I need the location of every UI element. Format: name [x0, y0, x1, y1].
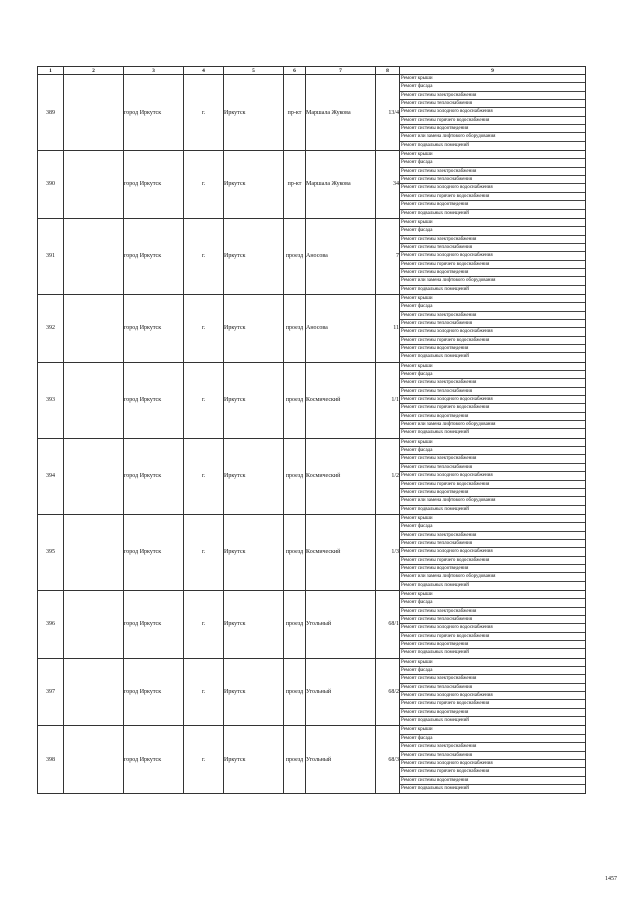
street-type: проезд [284, 658, 306, 726]
municipality: город Иркутск [124, 438, 184, 514]
work-item: Ремонт крыши [400, 363, 585, 371]
column-header-9: 9 [400, 67, 586, 75]
work-item: Ремонт системы теплоснабжения [400, 320, 585, 328]
works-list [400, 218, 586, 294]
municipality: город Иркутск [124, 218, 184, 294]
works-list [400, 294, 586, 362]
table-row [38, 362, 586, 438]
work-item: Ремонт системы горячего водоснабжения [400, 337, 585, 345]
row-number: 389 [38, 75, 64, 151]
work-item: Ремонт крыши [400, 515, 585, 523]
work-item: Ремонт или замена лифтового оборудования [400, 277, 585, 285]
settlement-name: Иркутск [224, 75, 284, 151]
street-name: Космический [306, 514, 376, 590]
settlement-type: г. [184, 590, 224, 658]
street-name: Угольный [306, 726, 376, 794]
empty-cell [64, 218, 124, 294]
settlement-name: Иркутск [224, 294, 284, 362]
street-type: пр-кт [284, 75, 306, 151]
municipality: город Иркутск [124, 294, 184, 362]
work-item: Ремонт системы холодного водоснабжения [400, 328, 585, 336]
empty-cell [64, 294, 124, 362]
row-number: 394 [38, 438, 64, 514]
settlement-name: Иркутск [224, 151, 284, 219]
work-item: Ремонт системы холодного водоснабжения [400, 760, 585, 768]
work-item: Ремонт системы горячего водоснабжения [400, 404, 585, 412]
work-item: Ремонт системы теплоснабжения [400, 100, 585, 108]
settlement-type: г. [184, 658, 224, 726]
street-name: Угольный [306, 658, 376, 726]
street-type: проезд [284, 362, 306, 438]
street-name: Угольный [306, 590, 376, 658]
work-item: Ремонт фасада [400, 735, 585, 743]
work-item: Ремонт системы холодного водоснабжения [400, 108, 585, 116]
works-list [400, 362, 586, 438]
settlement-type: г. [184, 438, 224, 514]
work-item: Ремонт подвальных помещений [401, 354, 469, 360]
settlement-name: Иркутск [224, 362, 284, 438]
work-item: Ремонт системы электроснабжения [400, 608, 585, 616]
work-item: Ремонт системы холодного водоснабжения [400, 396, 585, 404]
settlement-name: Иркутск [224, 218, 284, 294]
work-item: Ремонт системы холодного водоснабжения [400, 252, 585, 260]
table-body [38, 75, 586, 794]
work-item: Ремонт подвальных помещений [401, 210, 469, 216]
work-item: Ремонт системы теплоснабжения [400, 244, 585, 252]
work-item: Ремонт системы электроснабжения [400, 455, 585, 463]
work-item: Ремонт подвальных помещений [401, 785, 469, 791]
work-item: Ремонт подвальных помещений [401, 286, 469, 292]
settlement-type: г. [184, 151, 224, 219]
works-list [400, 514, 586, 590]
settlement-name: Иркутск [224, 590, 284, 658]
table-row [38, 294, 586, 362]
table-row [38, 151, 586, 219]
street-name: Аносова [306, 218, 376, 294]
work-item: Ремонт системы электроснабжения [400, 532, 585, 540]
work-item: Ремонт системы холодного водоснабжения [400, 548, 585, 556]
table-row [38, 438, 586, 514]
work-item: Ремонт системы электроснабжения [400, 675, 585, 683]
table-row [38, 514, 586, 590]
row-number: 393 [38, 362, 64, 438]
row-number: 397 [38, 658, 64, 726]
street-name: Космический [306, 362, 376, 438]
work-item: Ремонт фасада [400, 303, 585, 311]
work-item: Ремонт крыши [400, 659, 585, 667]
work-item: Ремонт системы электроснабжения [400, 312, 585, 320]
work-item: Ремонт системы электроснабжения [400, 168, 585, 176]
settlement-name: Иркутск [224, 514, 284, 590]
work-item: Ремонт крыши [400, 151, 585, 159]
row-number: 390 [38, 151, 64, 219]
works-list [400, 658, 586, 726]
work-item: Ремонт системы горячего водоснабжения [400, 768, 585, 776]
empty-cell [64, 151, 124, 219]
work-item: Ремонт подвальных помещений [401, 430, 469, 436]
municipality: город Иркутск [124, 514, 184, 590]
work-item: Ремонт системы водоотведения [400, 709, 585, 717]
work-item: Ремонт системы водоотведения [400, 345, 585, 353]
street-name: Маршала Жукова [306, 75, 376, 151]
work-item: Ремонт системы горячего водоснабжения [400, 261, 585, 269]
work-item: Ремонт фасада [400, 447, 585, 455]
work-item: Ремонт фасада [400, 523, 585, 531]
work-item: Ремонт системы водоотведения [400, 201, 585, 209]
work-item: Ремонт системы теплоснабжения [400, 540, 585, 548]
row-number: 391 [38, 218, 64, 294]
street-type: проезд [284, 218, 306, 294]
work-item: Ремонт крыши [400, 439, 585, 447]
settlement-type: г. [184, 362, 224, 438]
table-row [38, 218, 586, 294]
municipality: город Иркутск [124, 151, 184, 219]
house-number: 34 [376, 151, 400, 219]
house-number: 1/2 [376, 438, 400, 514]
page-number: 1457 [605, 876, 617, 882]
work-item: Ремонт системы водоотведения [400, 413, 585, 421]
works-list [400, 726, 586, 794]
work-item: Ремонт системы теплоснабжения [400, 176, 585, 184]
row-number: 395 [38, 514, 64, 590]
work-item: Ремонт системы водоотведения [400, 269, 585, 277]
work-item: Ремонт системы горячего водоснабжения [400, 481, 585, 489]
column-header-6: 6 [284, 67, 306, 75]
work-item: Ремонт подвальных помещений [401, 582, 469, 588]
work-item: Ремонт или замена лифтового оборудования [400, 133, 585, 141]
work-item: Ремонт подвальных помещений [401, 506, 469, 512]
settlement-name: Иркутск [224, 726, 284, 794]
table-row [38, 726, 586, 794]
work-item: Ремонт системы холодного водоснабжения [400, 692, 585, 700]
work-item: Ремонт системы электроснабжения [400, 92, 585, 100]
settlement-type: г. [184, 294, 224, 362]
settlement-type: г. [184, 75, 224, 151]
work-item: Ремонт системы теплоснабжения [400, 616, 585, 624]
empty-cell [64, 726, 124, 794]
work-item: Ремонт системы теплоснабжения [400, 464, 585, 472]
municipality: город Иркутск [124, 362, 184, 438]
street-type: проезд [284, 514, 306, 590]
work-item: Ремонт фасада [400, 599, 585, 607]
house-number: 13/4 [376, 75, 400, 151]
work-item: Ремонт системы холодного водоснабжения [400, 184, 585, 192]
row-number: 392 [38, 294, 64, 362]
work-item: Ремонт фасада [400, 83, 585, 91]
work-item: Ремонт подвальных помещений [401, 718, 469, 724]
empty-cell [64, 658, 124, 726]
work-item: Ремонт подвальных помещений [401, 142, 469, 148]
street-type: проезд [284, 294, 306, 362]
empty-cell [64, 75, 124, 151]
table-row [38, 75, 586, 151]
work-item: Ремонт системы холодного водоснабжения [400, 624, 585, 632]
work-item: Ремонт фасада [400, 371, 585, 379]
work-item: Ремонт системы водоотведения [400, 565, 585, 573]
street-type: проезд [284, 590, 306, 658]
settlement-type: г. [184, 726, 224, 794]
empty-cell [64, 438, 124, 514]
column-header-8: 8 [376, 67, 400, 75]
works-list [400, 75, 586, 151]
street-name: Космический [306, 438, 376, 514]
municipality: город Иркутск [124, 658, 184, 726]
settlement-type: г. [184, 218, 224, 294]
house-number: 7 [376, 218, 400, 294]
work-item: Ремонт системы водоотведения [400, 489, 585, 497]
column-header-5: 5 [224, 67, 284, 75]
work-item: Ремонт системы горячего водоснабжения [400, 117, 585, 125]
works-list [400, 438, 586, 514]
work-item: Ремонт системы водоотведения [400, 125, 585, 133]
house-number: 1/3 [376, 514, 400, 590]
municipality: город Иркутск [124, 75, 184, 151]
work-item: Ремонт системы теплоснабжения [400, 388, 585, 396]
work-item: Ремонт системы водоотведения [400, 641, 585, 649]
work-item: Ремонт системы горячего водоснабжения [400, 700, 585, 708]
work-item: Ремонт фасада [400, 159, 585, 167]
work-item: Ремонт крыши [400, 295, 585, 303]
repair-program-table [37, 66, 586, 794]
work-item: Ремонт системы холодного водоснабжения [400, 472, 585, 480]
work-item: Ремонт крыши [400, 219, 585, 227]
street-type: проезд [284, 726, 306, 794]
municipality: город Иркутск [124, 590, 184, 658]
row-number: 396 [38, 590, 64, 658]
settlement-type: г. [184, 514, 224, 590]
column-header-7: 7 [306, 67, 376, 75]
work-item: Ремонт системы горячего водоснабжения [400, 633, 585, 641]
house-number: 1/1 [376, 362, 400, 438]
work-item: Ремонт или замена лифтового оборудования [400, 497, 585, 505]
empty-cell [64, 590, 124, 658]
works-list [400, 590, 586, 658]
empty-cell [64, 514, 124, 590]
work-item: Ремонт системы теплоснабжения [400, 752, 585, 760]
street-type: проезд [284, 438, 306, 514]
settlement-name: Иркутск [224, 658, 284, 726]
column-header-3: 3 [124, 67, 184, 75]
work-item: Ремонт системы водоотведения [400, 777, 585, 785]
table-row [38, 590, 586, 658]
header-row [38, 67, 586, 75]
row-number: 398 [38, 726, 64, 794]
street-type: пр-кт [284, 151, 306, 219]
column-header-1: 1 [38, 67, 64, 75]
work-item: Ремонт фасада [400, 667, 585, 675]
work-item: Ремонт крыши [400, 726, 585, 734]
work-item: Ремонт системы горячего водоснабжения [400, 193, 585, 201]
work-item: Ремонт крыши [400, 591, 585, 599]
house-number: 68/2 [376, 658, 400, 726]
house-number: 11 [376, 294, 400, 362]
municipality: город Иркутск [124, 726, 184, 794]
work-item: Ремонт системы электроснабжения [400, 743, 585, 751]
work-item: Ремонт подвальных помещений [401, 650, 469, 656]
house-number: 68/1 [376, 590, 400, 658]
empty-cell [64, 362, 124, 438]
house-number: 68/3 [376, 726, 400, 794]
work-item: Ремонт или замена лифтового оборудования [400, 573, 585, 581]
work-item: Ремонт системы теплоснабжения [400, 684, 585, 692]
work-item: Ремонт системы электроснабжения [400, 379, 585, 387]
work-item: Ремонт крыши [400, 75, 585, 83]
work-item: Ремонт системы электроснабжения [400, 236, 585, 244]
column-header-2: 2 [64, 67, 124, 75]
street-name: Аносова [306, 294, 376, 362]
table-row [38, 658, 586, 726]
settlement-name: Иркутск [224, 438, 284, 514]
work-item: Ремонт фасада [400, 227, 585, 235]
column-header-4: 4 [184, 67, 224, 75]
work-item: Ремонт системы горячего водоснабжения [400, 557, 585, 565]
works-list [400, 151, 586, 219]
street-name: Маршала Жукова [306, 151, 376, 219]
work-item: Ремонт или замена лифтового оборудования [400, 421, 585, 429]
